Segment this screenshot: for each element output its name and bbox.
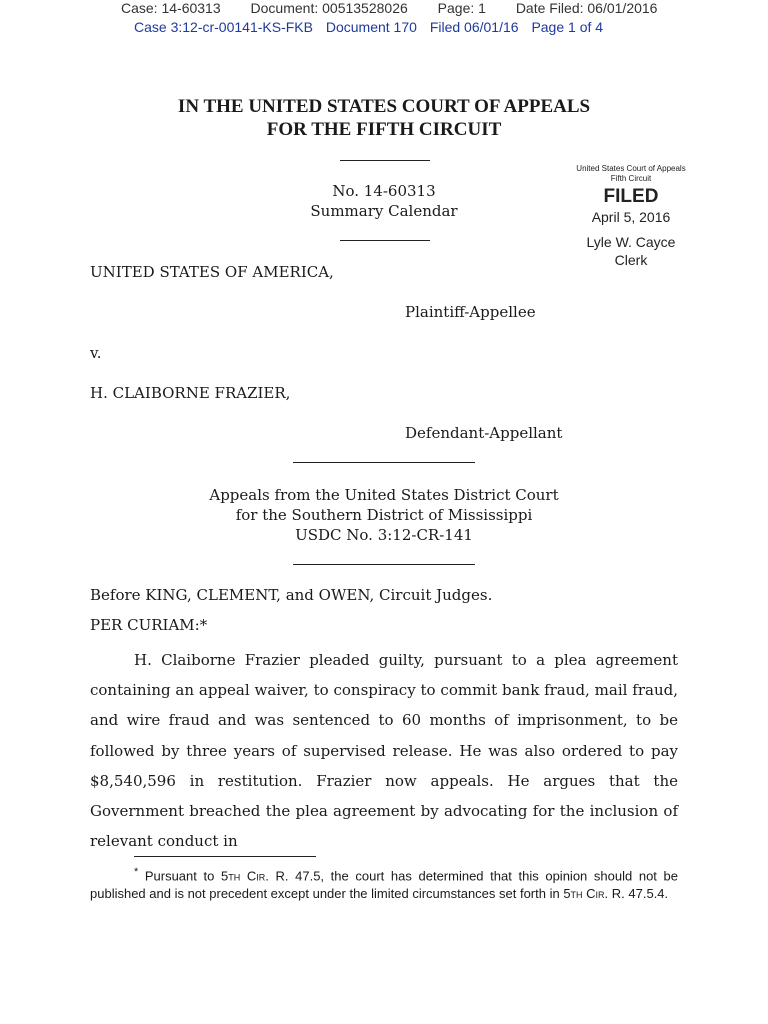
stamp-filed-label: FILED — [603, 186, 659, 207]
stamp-court-name: United States Court of Appeals — [576, 164, 686, 173]
filed-stamp — [556, 164, 706, 269]
footnote-text-a: Pursuant to — [138, 868, 221, 884]
court-title — [0, 95, 768, 141]
usdc-number: USDC No. 3:12-CR-141 — [295, 526, 473, 544]
appeal-origin — [0, 485, 768, 545]
footnote-rule-ref1: 5th Cir. R. — [221, 868, 289, 884]
header-date-filed: Date Filed: 06/01/2016 — [515, 0, 658, 16]
district-page-count: Page 1 of 4 — [531, 19, 604, 35]
appeal-line2: for the Southern District of Mississippi — [235, 506, 533, 524]
versus: v. — [90, 344, 102, 362]
panel-judges: Before KING, CLEMENT, and OWEN, Circuit Judges. — [90, 586, 493, 604]
docket-number: No. 14-60313 — [332, 182, 436, 200]
per-curiam: PER CURIAM:* — [90, 616, 208, 634]
plaintiff-role: Plaintiff-Appellee — [405, 303, 536, 321]
divider — [293, 564, 475, 565]
defendant-name: H. CLAIBORNE FRAZIER, — [90, 384, 291, 402]
footnote-rule-ref2: 5th Cir. R. — [563, 886, 625, 902]
district-filed-date: Filed 06/01/16 — [429, 19, 519, 35]
divider — [340, 160, 430, 161]
opinion-paragraph: H. Claiborne Frazier pleaded guilty, pursuant to a plea agreement containing an appeal waiver, to conspiracy to commit bank fraud, mail fraud, and wire fraud and was sentenced to 60 months of imprisonment, to be followed by three years of supervised release. He was also ordered to pay $8,540,596 in restitution. Frazier now appeals. He argues that the Government breached the plea agreement by advocating for the inclusion of relevant conduct in — [90, 651, 678, 851]
appeal-line1: Appeals from the United States District Court — [209, 486, 559, 504]
footnote — [90, 863, 678, 903]
stamp-circuit: Fifth Circuit — [610, 174, 652, 183]
court-title-line2: FOR THE FIFTH CIRCUIT — [266, 119, 502, 140]
header-document-number: Document: 00513528026 — [250, 0, 408, 16]
ecf-header-district — [134, 19, 612, 35]
stamp-date: April 5, 2016 — [591, 209, 671, 225]
footnote-text-c: 47.5.4. — [624, 886, 669, 902]
footnote-rule — [134, 856, 316, 857]
defendant-role: Defendant-Appellant — [405, 424, 563, 442]
header-page: Page: 1 — [437, 0, 486, 16]
stamp-clerk-title: Clerk — [614, 252, 648, 268]
district-case-number: Case 3:12-cr-00141-KS-FKB — [134, 19, 313, 35]
header-case-number: Case: 14-60313 — [121, 0, 221, 16]
docket-calendar: Summary Calendar — [310, 202, 458, 220]
stamp-clerk-name: Lyle W. Cayce — [586, 234, 676, 250]
district-document-number: Document 170 — [325, 19, 417, 35]
footnote-mark: * — [134, 866, 139, 878]
court-title-line1: IN THE UNITED STATES COURT OF APPEALS — [177, 96, 591, 117]
footnote-text-b: 47.5, the court has determined that this opinion should not be published and is not precedent except under the limited circumstances set forth in — [90, 868, 679, 902]
divider — [293, 462, 475, 463]
divider — [340, 240, 430, 241]
plaintiff-name: UNITED STATES OF AMERICA, — [90, 263, 334, 281]
ecf-header-appeals — [121, 0, 683, 16]
